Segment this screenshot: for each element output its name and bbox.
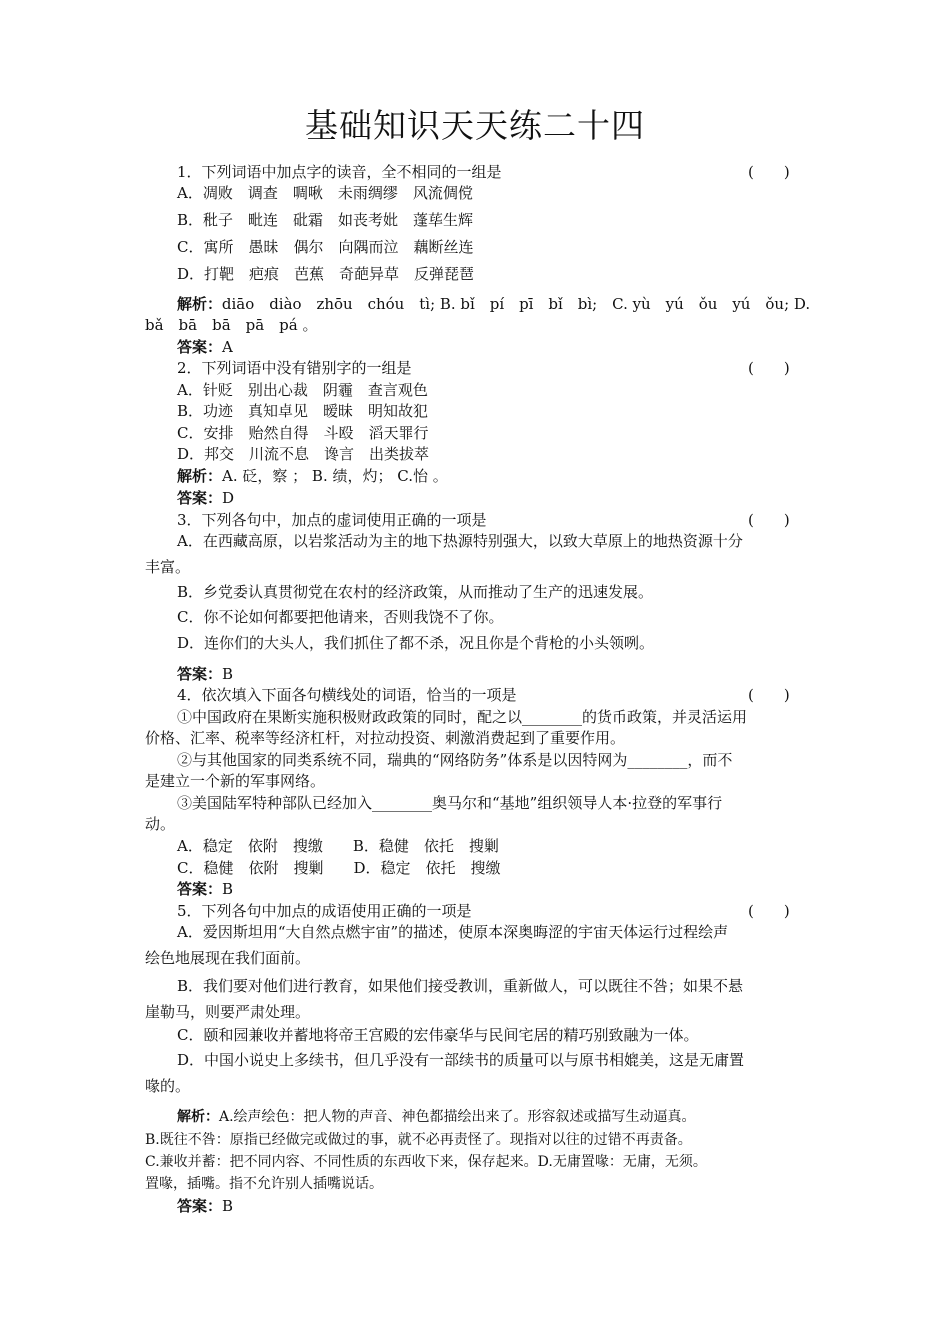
q3-answer-paren: ( ): [748, 511, 790, 529]
q1-option-b: B．秕子 毗连 砒霜 如丧考妣 蓬荜生辉: [177, 211, 474, 229]
q5-analysis-line-4: 置喙，插嘴。指不允许别人插嘴说话。: [145, 1176, 383, 1192]
q1-option-a: A．凋败 调查 啁啾 未雨绸缪 风流倜傥: [177, 184, 473, 202]
q1-answer: [177, 337, 810, 357]
q5-analysis-label: 解析：: [177, 1109, 219, 1125]
q4-options-cd: C．稳健 依附 搜剿 D．稳定 依托 搜缴: [177, 859, 501, 877]
q5-answer-label: 答案：: [177, 1197, 223, 1215]
q3-answer-label: 答案：: [177, 665, 223, 683]
q1-analysis-line-1: [177, 294, 809, 314]
q5-option-a-line-1: A．爱因斯坦用“大自然点燃宇宙”的描述，使原本深奥晦涩的宇宙天体运行过程绘声: [177, 923, 729, 941]
q5-analysis-line-1: [177, 1107, 810, 1127]
q5-option-a-line-2: 绘色地展现在我们面前。: [145, 949, 311, 967]
q4-answer-paren: ( ): [748, 686, 790, 704]
q3-answer: [177, 664, 810, 684]
q5-analysis-line-3: C.兼收并蓄：把不同内容、不同性质的东西收下来，保存起来。D.无庸置喙：无庸，无须。: [145, 1154, 707, 1170]
q2-answer-value: D: [222, 489, 235, 507]
q3-option-a-line-2: 丰富。: [145, 558, 191, 576]
q1-analysis-label: 解析：: [177, 295, 222, 313]
q5-answer: [177, 1196, 810, 1216]
q5-stem: 5．下列各句中加点的成语使用正确的一项是: [177, 902, 472, 920]
q4-sentence-3-line-1: ③美国陆军特种部队已经加入________奥马尔和“基地”组织领导人本·拉登的军事行: [177, 794, 723, 812]
q1-option-c: C．寓所 愚昧 偶尔 向隅而泣 藕断丝连: [177, 238, 474, 256]
q3-answer-value: B: [222, 665, 234, 683]
q2-option-d: D．邦交 川流不息 谗言 出类拔萃: [177, 445, 430, 463]
q2-option-a: A．针贬 别出心裁 阴霾 查言观色: [177, 381, 428, 399]
q2-analysis-label: 解析：: [177, 467, 223, 485]
q4-answer-label: 答案：: [177, 880, 223, 898]
q3-option-a-line-1: A．在西藏高原，以岩浆活动为主的地下热源特别强大，以致大草原上的地热资源十分: [177, 532, 743, 550]
q3-option-c: C．你不论如何都要把他请来，否则我饶不了你。: [177, 608, 504, 626]
q4-stem: 4．依次填入下面各句横线处的词语，恰当的一项是: [177, 686, 517, 704]
q4-sentence-1-line-2: 价格、汇率、税率等经济杠杆，对拉动投资、刺激消费起到了重要作用。: [145, 729, 626, 747]
q2-analysis-text: A. 砭，察 ； B. 绩，灼； C.怡 。: [222, 467, 448, 485]
page-title: 基础知识天天练二十四: [305, 106, 645, 145]
q4-sentence-1-line-1: ①中国政府在果断实施积极财政政策的同时，配之以________的货币政策，并灵活运用: [177, 708, 748, 726]
q5-option-b-line-1: B．我们要对他们进行教育，如果他们接受教训，重新做人，可以既往不咎；如果不悬: [177, 977, 744, 995]
q4-sentence-3-line-2: 动。: [145, 815, 176, 833]
q5-answer-value: B: [222, 1197, 234, 1215]
q1-answer-value: A: [222, 338, 233, 356]
q4-options-ab: A．稳定 依附 搜缴 B．稳健 依托 搜剿: [177, 837, 499, 855]
q4-sentence-2-line-2: 是建立一个新的军事网络。: [145, 772, 326, 790]
q3-stem: 3．下列各句中，加点的虚词使用正确的一项是: [177, 511, 487, 529]
q1-stem: 1．下列词语中加点字的读音，全不相同的一组是: [177, 163, 502, 181]
q4-sentence-2-line-1: ②与其他国家的同类系统不同，瑞典的“网络防务”体系是以因特网为________，而不: [177, 751, 733, 769]
q5-answer-paren: ( ): [748, 902, 790, 920]
q2-answer: [177, 488, 810, 508]
q5-option-d-line-2: 喙的。: [145, 1077, 191, 1095]
q4-answer: [177, 879, 810, 899]
q4-answer-value: B: [222, 880, 234, 898]
q5-option-b-line-2: 崖勒马，则要严肃处理。: [145, 1003, 311, 1021]
q2-stem: 2．下列词语中没有错别字的一组是: [177, 359, 412, 377]
q1-option-d: D．打靶 疤痕 芭蕉 奇葩异草 反弹琵琶: [177, 265, 475, 283]
q2-analysis: [177, 466, 810, 486]
q3-option-b: B．乡党委认真贯彻党在农村的经济政策，从而推动了生产的迅速发展。: [177, 583, 654, 601]
q5-option-c: C．颐和园兼收并蓄地将帝王宫殿的宏伟豪华与民间宅居的精巧别致融为一体。: [177, 1026, 699, 1044]
q5-option-d-line-1: D．中国小说史上多续书，但几乎没有一部续书的质量可以与原书相媲美，这是无庸置: [177, 1051, 745, 1069]
q5-analysis-text: A.绘声绘色：把人物的声音、神色都描绘出来了。形容叙述或描写生动逼真。: [219, 1109, 696, 1125]
q2-option-b: B．功迹 真知卓见 暧昧 明知故犯: [177, 402, 429, 420]
q1-answer-paren: ( ): [748, 163, 790, 181]
q2-answer-paren: ( ): [748, 359, 790, 377]
q2-option-c: C．安排 贻然自得 斗殴 滔天罪行: [177, 424, 429, 442]
q2-answer-label: 答案：: [177, 489, 223, 507]
q1-analysis-line-2: bǎ bā bā pā pá 。: [145, 316, 318, 334]
q1-answer-label: 答案：: [177, 338, 223, 356]
q5-analysis-line-2: B.既往不咎：原指已经做完或做过的事，就不必再责怪了。现指对以往的过错不再责备。: [145, 1132, 692, 1148]
q1-analysis-text: diāo diào zhōu chóu tì; B. bǐ pí pī bǐ bì; C. yù yú ǒu yú ǒu; D.: [221, 295, 811, 313]
q3-option-d: D．连你们的大头人，我们抓住了都不杀，况且你是个背枪的小头领咧。: [177, 634, 655, 652]
